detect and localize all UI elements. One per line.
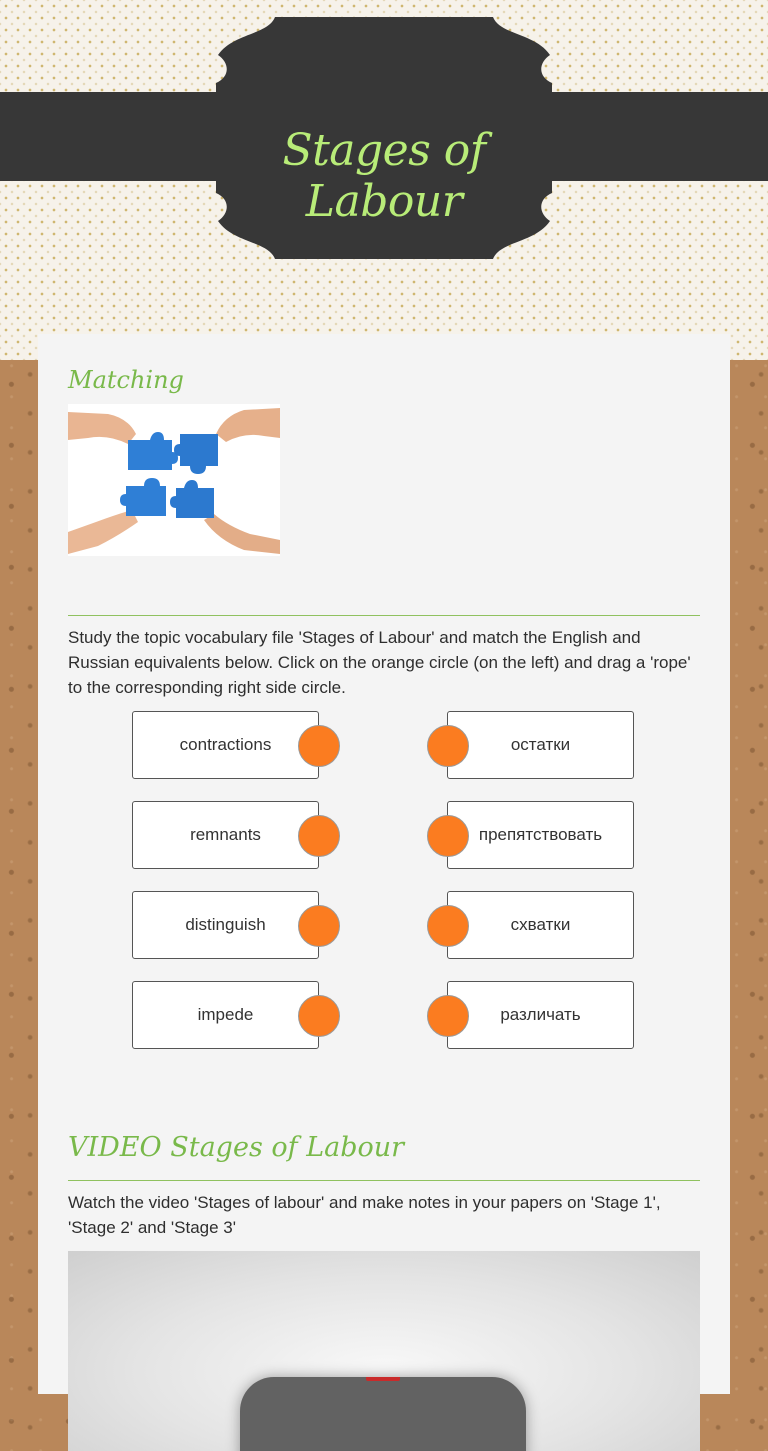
match-right-handle[interactable]	[427, 905, 469, 947]
match-right-label: препятствовать	[478, 825, 603, 844]
match-left-item[interactable]	[132, 981, 319, 1049]
match-left-label: impede	[197, 1005, 254, 1024]
match-right-handle[interactable]	[427, 995, 469, 1037]
match-right-label: остатки	[510, 735, 571, 754]
match-left-label: distinguish	[185, 915, 266, 934]
video-player[interactable]	[68, 1251, 700, 1451]
video-instructions: Watch the video 'Stages of labour' and make notes in your papers on 'Stage 1', 'Stage 2' and 'Stage 3'	[68, 1193, 661, 1237]
video-heading: VIDEO Stages of Labour	[68, 1132, 405, 1163]
video-divider	[68, 1180, 700, 1181]
matching-heading: Matching	[68, 366, 184, 394]
match-right-label: различать	[500, 1005, 581, 1024]
match-left-handle[interactable]	[298, 995, 340, 1037]
match-right-label: схватки	[510, 915, 571, 934]
matching-divider	[68, 615, 700, 616]
match-right-handle[interactable]	[427, 815, 469, 857]
match-right-item[interactable]	[447, 981, 634, 1049]
match-left-item[interactable]	[132, 711, 319, 779]
match-left-label: remnants	[190, 825, 261, 844]
match-left-item[interactable]	[132, 891, 319, 959]
page-title: Stages of Labour	[282, 125, 486, 227]
matching-instructions: Study the topic vocabulary file 'Stages of Labour' and match the English and Russian equivalents below. Click on the orange circle (on the left) and drag a 'rope' to the corresponding right side circle.	[68, 628, 691, 697]
puzzle-hands-image	[68, 404, 280, 556]
match-right-item[interactable]	[447, 891, 634, 959]
play-button-icon[interactable]	[240, 1377, 526, 1451]
match-left-label: contractions	[179, 735, 272, 754]
match-left-handle[interactable]	[298, 725, 340, 767]
match-right-handle[interactable]	[427, 725, 469, 767]
content-card	[38, 334, 730, 1394]
puzzle-illustration	[68, 404, 280, 556]
match-left-item[interactable]	[132, 801, 319, 869]
match-right-item[interactable]	[447, 711, 634, 779]
match-right-item[interactable]	[447, 801, 634, 869]
match-left-handle[interactable]	[298, 905, 340, 947]
match-left-handle[interactable]	[298, 815, 340, 857]
